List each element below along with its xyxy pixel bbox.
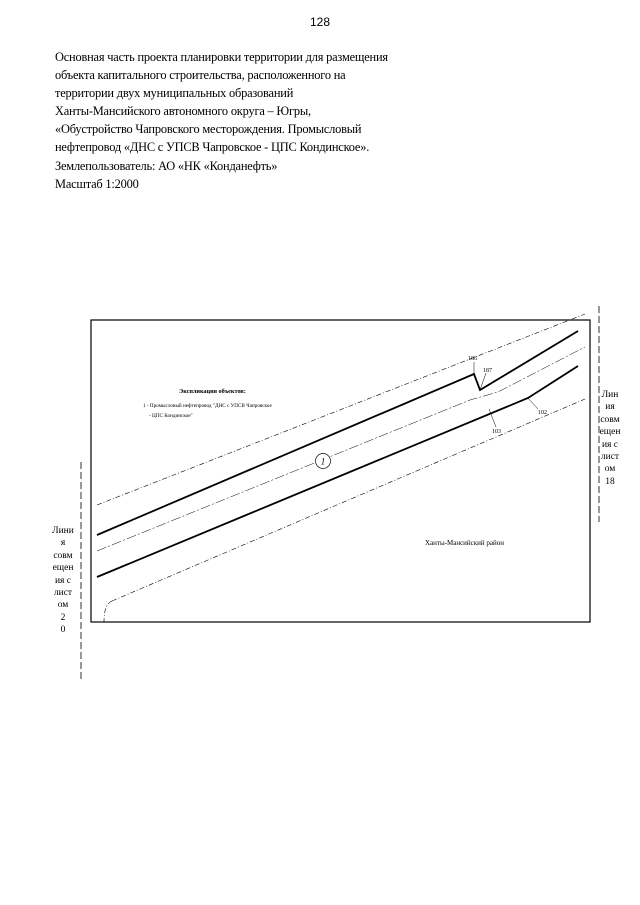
boundary-dashed-corner [104, 601, 112, 622]
legend-item: 1 - Промысловый нефтепровод "ДНС с УПСВ Чапровское [143, 403, 272, 409]
match-line-label-text: совм [600, 414, 620, 425]
match-line-label-text: 2 [60, 612, 66, 623]
district-label: Ханты-Мансийский район [425, 539, 505, 547]
match-line-label-text: ом [604, 464, 616, 475]
match-line-label-text: лист [53, 588, 73, 599]
match-line-label-text: ия с [601, 439, 619, 450]
point-label-102: 102 [538, 410, 547, 416]
heading-line: территории двух муниципальных образований [55, 86, 294, 101]
object-marker-number: 1 [320, 456, 326, 467]
boundary-dashed-bottom [112, 399, 585, 601]
allotment-boundary-lower [97, 366, 578, 577]
allotment-boundary-upper [97, 331, 578, 535]
match-line-label-text: я [60, 538, 66, 549]
match-line-label-text: 18 [605, 476, 615, 487]
point-label-186: 186 [468, 356, 477, 362]
heading-line: Масштаб 1:2000 [55, 176, 139, 191]
match-line-label-text: ия [605, 402, 615, 413]
heading-line: нефтепровод «ДНС с УПСВ Чапровское - ЦПС Кондинское». [55, 140, 370, 155]
page-number: 128 [309, 15, 331, 29]
heading-line: «Обустройство Чапровского месторождения. Промысловый [55, 122, 362, 137]
match-line-label-text: Лини [52, 526, 74, 536]
match-line-label-right [597, 389, 623, 488]
match-line-label-text: ия с [54, 575, 72, 586]
match-line-label-text: ом [57, 600, 69, 611]
match-line-label-text: совм [53, 550, 73, 561]
match-line-label-text: ещен [52, 563, 74, 574]
heading-line: Ханты-Мансийского автономного округа – Югры, [55, 104, 311, 119]
heading-line: объекта капитального строительства, расположенного на [55, 68, 346, 83]
leader-102 [528, 398, 538, 409]
legend-title: Экспликация объектов: [179, 388, 246, 395]
match-line-label-text: ещен [599, 427, 621, 438]
match-line-label-left [50, 525, 76, 637]
match-line-label-text: Лин [601, 390, 619, 400]
point-label-103: 103 [492, 429, 501, 435]
match-line-label-text: лист [600, 452, 620, 463]
point-label-187: 187 [483, 368, 492, 374]
heading-line: Землепользователь: АО «НК «Конданефть» [55, 158, 278, 173]
legend-item-continued: - ЦПС Кондинское" [149, 413, 193, 419]
pipeline-centerline [97, 347, 585, 551]
match-line-label-text: 0 [60, 625, 66, 636]
heading-line: Основная часть проекта планировки территории для размещения [55, 50, 388, 64]
drawing-frame [91, 320, 590, 622]
